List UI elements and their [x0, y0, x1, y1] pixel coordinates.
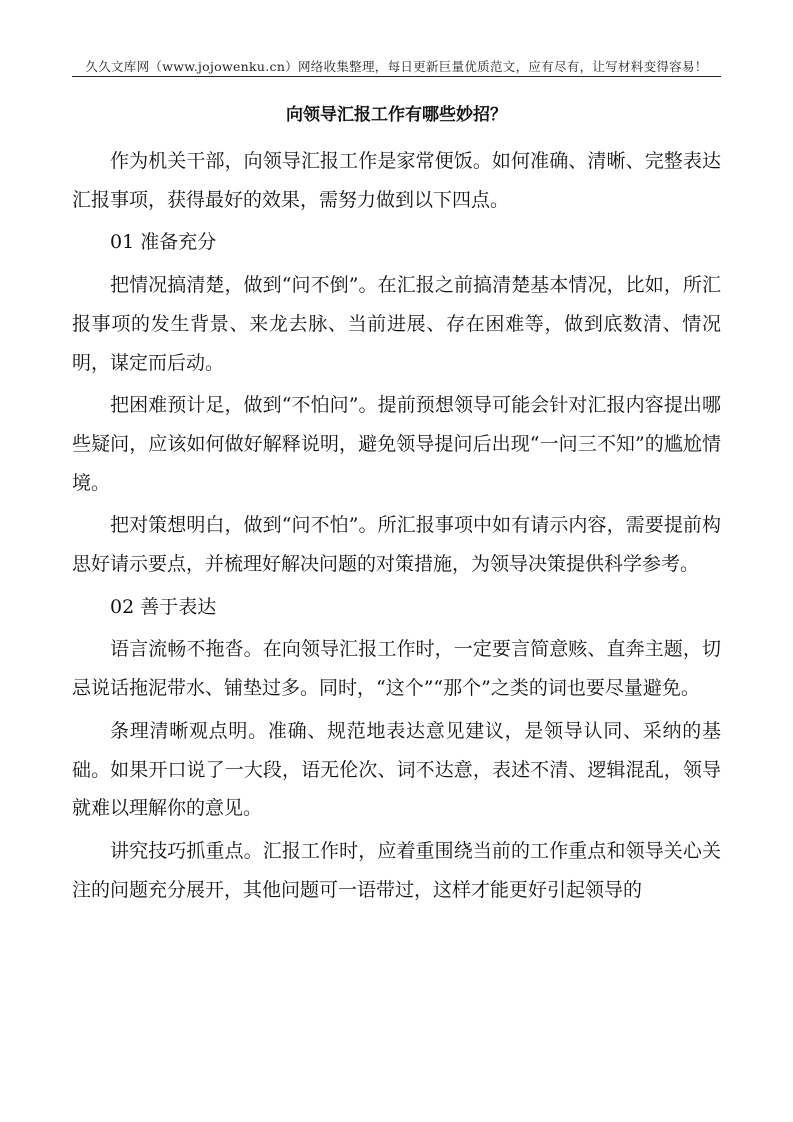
- body-paragraph: 语言流畅不拖沓。在向领导汇报工作时，一定要言简意赅、直奔主题，切忌说话拖泥带水、铺垫过多。同时，“这个”“那个”之类的词也要尽量避免。: [72, 638, 721, 700]
- body-paragraph: 把情况搞清楚，做到“问不倒”。在汇报之前搞清楚基本情况，比如，所汇报事项的发生背景、来龙去脉、当前进展、存在困难等，做到底数清、情况明，谋定而后动。: [72, 274, 721, 374]
- document-title: 向领导汇报工作有哪些妙招？: [286, 105, 507, 125]
- header-divider: [72, 76, 721, 77]
- section-heading: 01 准备充分: [110, 231, 217, 254]
- body-paragraph: 讲究技巧抓重点。汇报工作时，应着重围绕当前的工作重点和领导关心关注的问题充分展开，其他问题可一语带过，这样才能更好引起领导的: [72, 839, 721, 901]
- page-header: 久久文库网（www.jojowenku.cn）网络收集整理，每日更新巨量优质范文，应有尽有，让写材料变得容易！: [85, 59, 708, 74]
- body-paragraph: 条理清晰观点明。准确、规范地表达意见建议，是领导认同、采纳的基础。如果开口说了一大段，语无伦次、词不达意，表述不清、逻辑混乱，领导就难以理解你的意见。: [72, 719, 721, 820]
- body-paragraph: 把困难预计足，做到“不怕问”。提前预想领导可能会针对汇报内容提出哪些疑问，应该如何做好解释说明，避免领导提问后出现“一问三不知”的尴尬情境。: [72, 394, 721, 494]
- body-paragraph: 把对策想明白，做到“问不怕”。所汇报事项中如有请示内容，需要提前构思好请示要点，并梳理好解决问题的对策措施，为领导决策提供科学参考。: [72, 514, 721, 576]
- section-heading: 02 善于表达: [110, 595, 217, 618]
- intro-paragraph: 作为机关干部，向领导汇报工作是家常便饭。如何准确、清晰、完整表达汇报事项，获得最好的效果，需努力做到以下四点。: [72, 150, 721, 211]
- document-body: [72, 142, 721, 913]
